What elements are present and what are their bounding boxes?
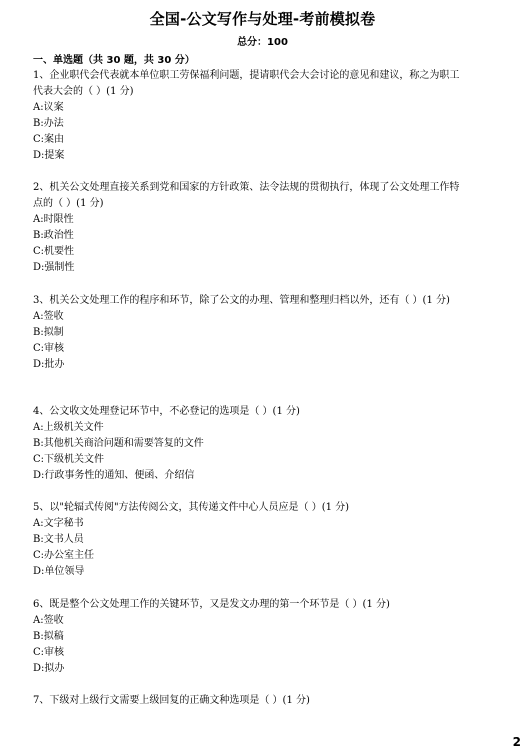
option-d: D:批办 <box>33 359 65 370</box>
option-d: D:提案 <box>33 150 65 161</box>
option-b: B:文书人员 <box>33 534 84 545</box>
option-b: B:其他机关商洽问题和需要答复的文件 <box>33 438 204 449</box>
option-c: C:机要性 <box>33 246 75 257</box>
section-heading: 一、单选题（共 30 题，共 30 分） <box>33 55 195 66</box>
question-stem: 6、既是整个公文处理工作的关键环节，又是发文办理的第一个环节是（ ）(1 分) <box>33 599 390 610</box>
option-d: D:拟办 <box>33 663 65 674</box>
option-a: A:时限性 <box>33 214 74 225</box>
question-stem: 3、机关公文处理工作的程序和环节，除了公文的办理、管理和整理归档以外，还有（ ）(1 分) <box>33 295 450 306</box>
option-b: B:政治性 <box>33 230 74 241</box>
option-c: C:下级机关文件 <box>33 454 105 465</box>
question-6 <box>33 597 469 677</box>
question-stem: 7、下级对上级行文需要上级回复的正确文种选项是（ ）(1 分) <box>33 695 310 706</box>
question-5 <box>33 500 469 580</box>
option-d: D:行政事务性的通知、便函、介绍信 <box>33 470 195 481</box>
option-c: C:审核 <box>33 647 65 658</box>
question-3 <box>33 293 469 373</box>
page-number: 2 <box>512 735 521 749</box>
option-c: C:案由 <box>33 134 65 145</box>
page-title: 全国-公文写作与处理-考前模拟卷 <box>149 10 376 28</box>
question-7 <box>33 693 469 709</box>
question-stem: 5、以"轮辐式传阅"方法传阅公文，其传递文件中心人员应是（ ）(1 分) <box>33 502 350 513</box>
option-a: A:签收 <box>33 311 64 322</box>
option-b: B:拟制 <box>33 327 64 338</box>
question-stem: 4、公文收文处理登记环节中，不必登记的选项是（ ）(1 分) <box>33 406 300 417</box>
option-a: A:议案 <box>33 102 64 113</box>
option-a: A:签收 <box>33 615 64 626</box>
question-4 <box>33 404 469 484</box>
option-d: D:单位领导 <box>33 566 85 577</box>
option-d: D:强制性 <box>33 262 75 273</box>
option-c: C:办公室主任 <box>33 550 95 561</box>
question-stem: 1、企业职代会代表就本单位职工劳保福利问题，提请职代会大会讨论的意见和建议，称之为职工代表大会的（ ）(1 分) <box>33 70 460 97</box>
option-a: A:文字秘书 <box>33 518 84 529</box>
option-b: B:拟稿 <box>33 631 64 642</box>
question-1 <box>33 68 469 164</box>
question-stem: 2、机关公文处理直接关系到党和国家的方针政策、法令法规的贯彻执行，体现了公文处理工作特点的（ ）(1 分) <box>33 182 460 209</box>
total-score: 总分：100 <box>237 37 288 48</box>
option-c: C:审核 <box>33 343 65 354</box>
option-a: A:上级机关文件 <box>33 422 104 433</box>
option-b: B:办法 <box>33 118 64 129</box>
question-2 <box>33 180 469 276</box>
